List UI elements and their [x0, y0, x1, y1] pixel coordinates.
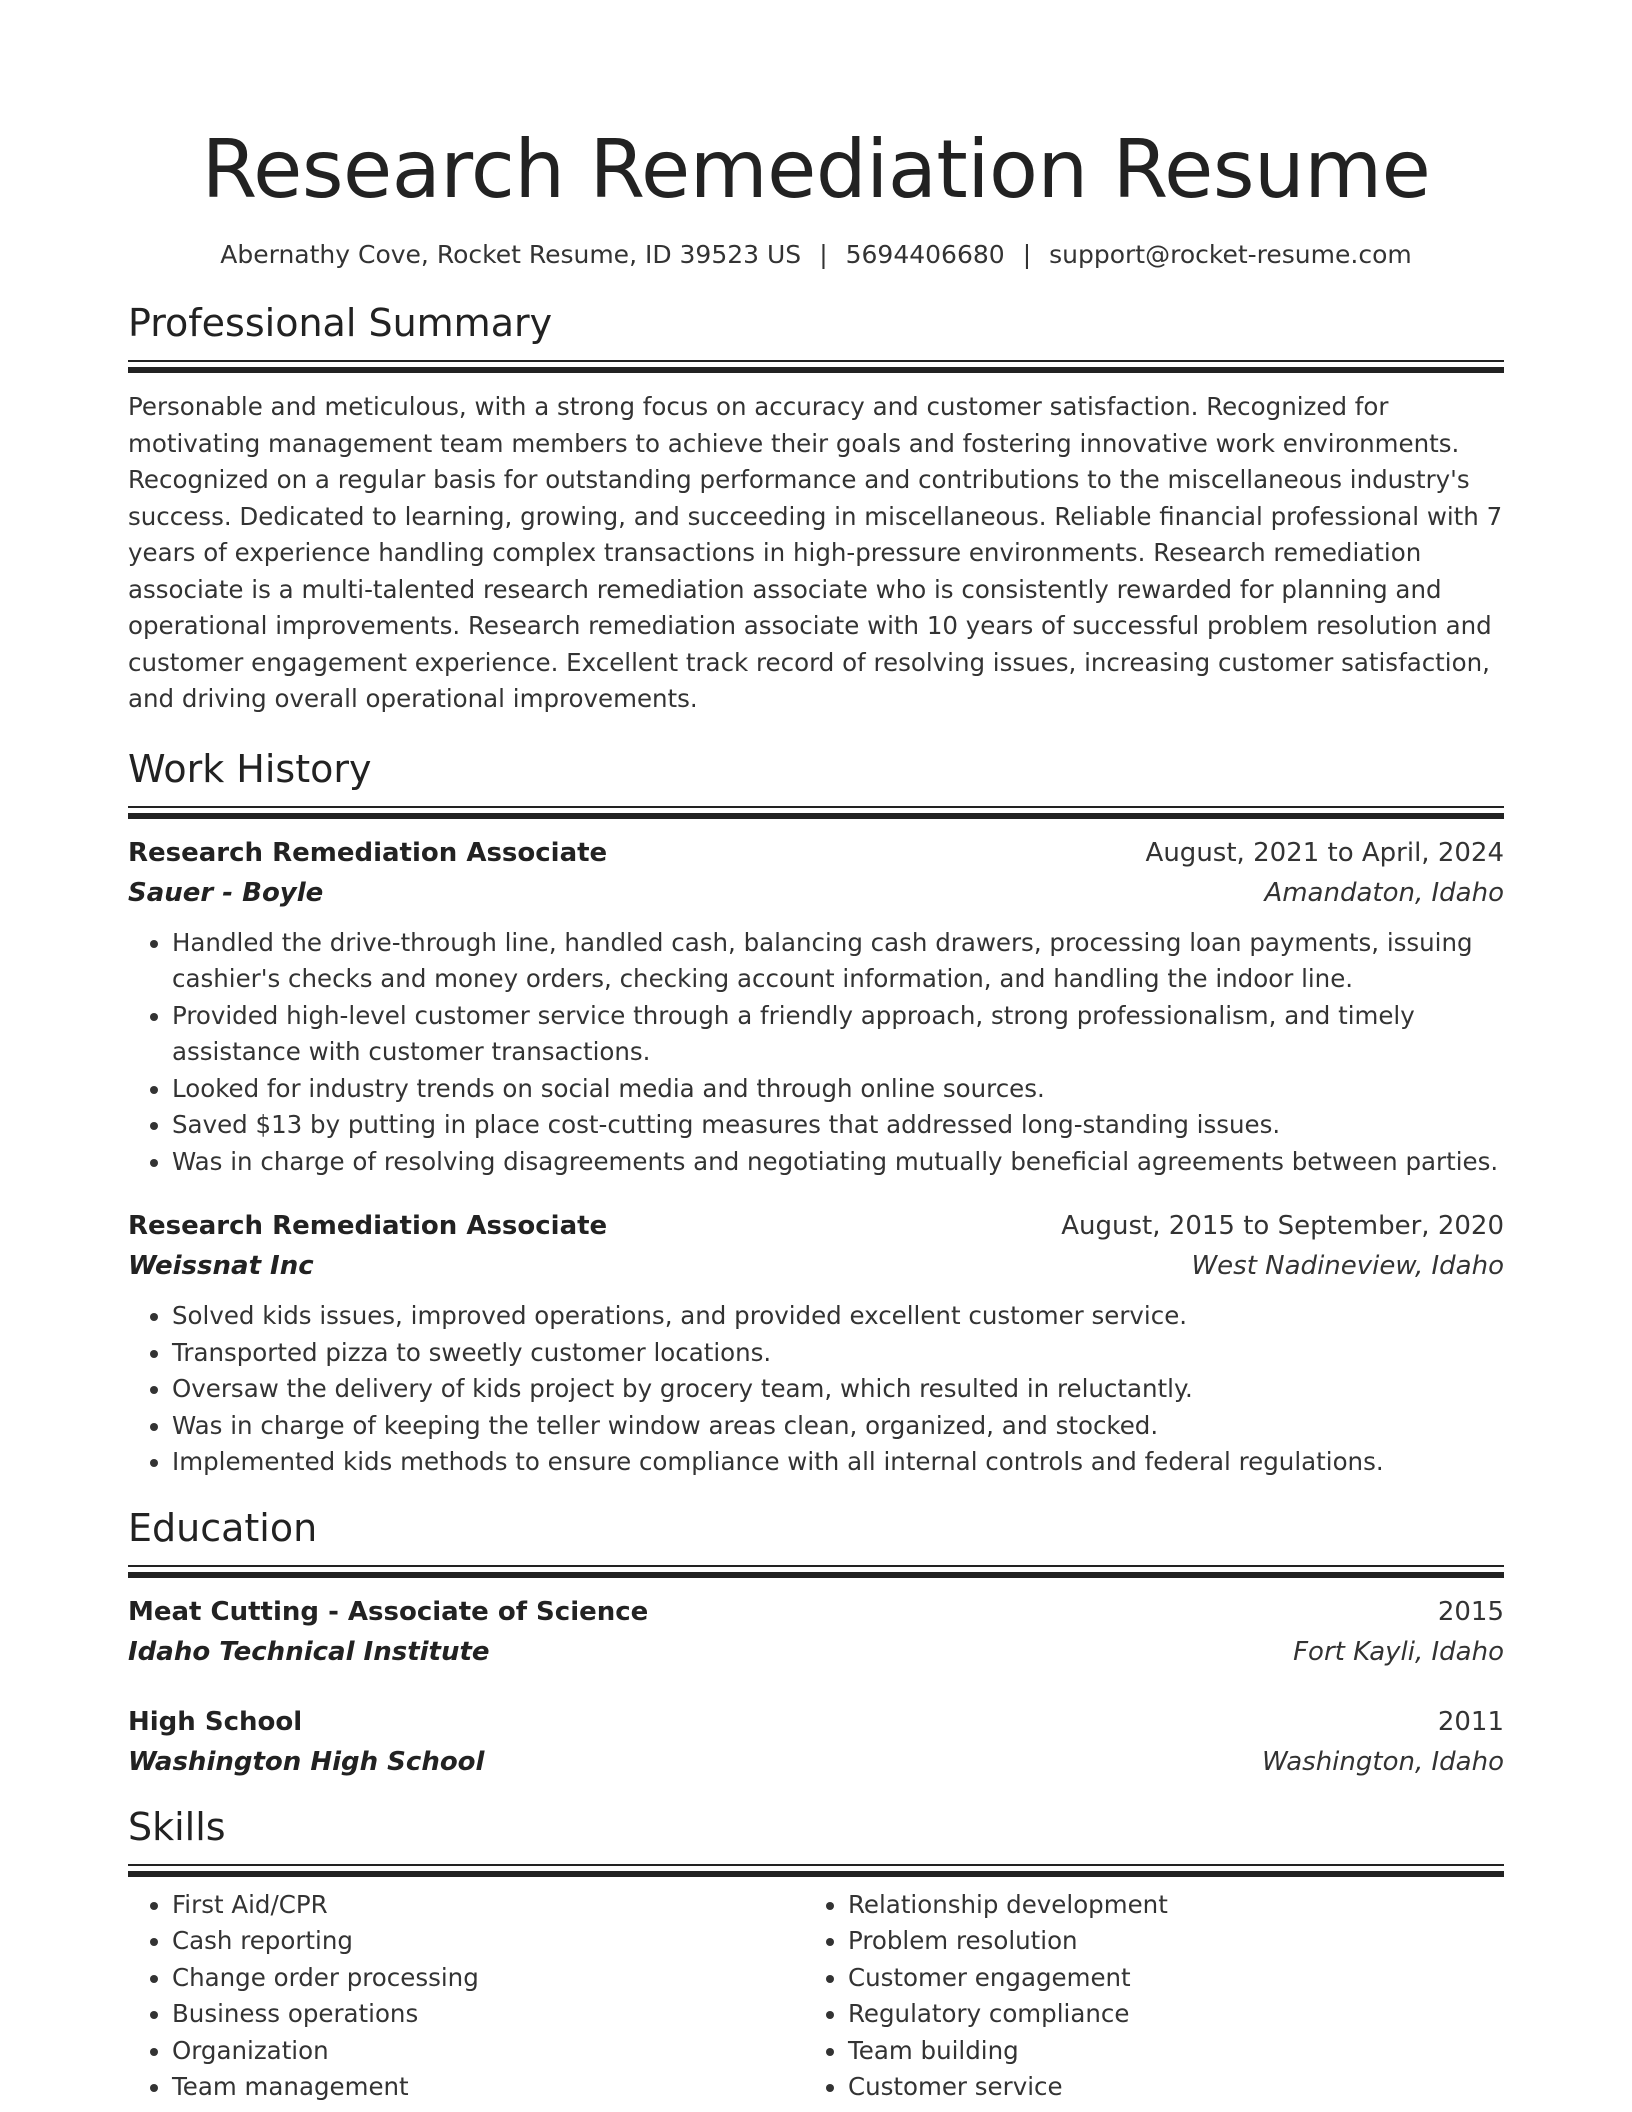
skill-item: • Relationship development [848, 1887, 1504, 1924]
section-heading-skills: Skills [128, 1804, 226, 1849]
education-degree: High School [128, 1706, 303, 1737]
resume-title: Research Remediation Resume [201, 123, 1431, 216]
education-location: Washington, Idaho [1261, 1746, 1504, 1777]
skill-item: • Customer service [848, 2069, 1504, 2106]
job-location: West Nadineview, Idaho [1191, 1251, 1504, 1281]
skill-item: • Team management [172, 2069, 804, 2106]
section-divider [128, 1565, 1504, 1578]
skills-list-right [804, 1887, 1504, 2106]
skill-item: • Organization [172, 2033, 804, 2070]
skill-item: • First Aid/CPR [172, 1887, 804, 1924]
contact-separator: | [1022, 240, 1032, 269]
education-entry [128, 1702, 1504, 1782]
skill-item: • Customer engagement [848, 1960, 1504, 1997]
job-dates: August, 2015 to September, 2020 [1061, 1211, 1504, 1241]
skills-list-left [128, 1887, 804, 2106]
job-dates: August, 2021 to April, 2024 [1145, 837, 1504, 868]
resume-page [128, 0, 1504, 2106]
skills-section [128, 1802, 1504, 2106]
skill-item: • Change order processing [172, 1960, 804, 1997]
summary-text: Personable and meticulous, with a strong focus on accuracy and customer satisfaction. Recognized for motivating management team members to achieve their goals and fostering innovative work environments. Recognized on a regular basis for outstanding performance and contributions to the miscellaneous industry's success. Dedicated to learning, growing, and succeeding in miscellaneous. Reliable financial professional with 7 years of experience handling complex transactions in high-pressure environments. Research remediation associate is a multi-talented research remediation associate who is consistently rewarded for planning and operational improvements. Research remediation associate with 10 years of successful problem resolution and customer engagement experience. Excellent track record of resolving issues, increasing customer satisfaction, and driving overall operational improvements. [128, 392, 1503, 713]
job-bullet: • Provided high-level customer service through a friendly approach, strong professionalism, and timely assistance with customer transactions. [172, 998, 1504, 1071]
skill-item: • Business operations [172, 1996, 804, 2033]
job-bullet: • Transported pizza to sweetly customer locations. [172, 1335, 1504, 1372]
skill-item: • Cash reporting [172, 1923, 804, 1960]
section-heading-summary: Professional Summary [128, 301, 553, 345]
job-location: Amandaton, Idaho [1264, 877, 1504, 908]
education-school: Washington High School [128, 1746, 485, 1777]
skills-columns [128, 1887, 1504, 2106]
job-company: Weissnat Inc [128, 1251, 314, 1281]
skill-item: • Problem resolution [848, 1923, 1504, 1960]
job-bullet: • Oversaw the delivery of kids project by grocery team, which resulted in reluctantly. [172, 1371, 1504, 1408]
section-heading-education: Education [128, 1505, 318, 1550]
work-history-section [128, 744, 1504, 1481]
skill-item: • Team building [848, 2033, 1504, 2070]
education-section [128, 1503, 1504, 1782]
section-heading-work-history: Work History [128, 746, 372, 791]
job-company: Sauer - Boyle [128, 877, 324, 908]
job-bullet: • Implemented kids methods to ensure compliance with all internal controls and federal regulations. [172, 1444, 1504, 1481]
section-divider [128, 1864, 1504, 1877]
job-entry [128, 1206, 1504, 1481]
education-location: Fort Kayli, Idaho [1293, 1636, 1504, 1667]
job-bullet-list [128, 1298, 1504, 1481]
job-title: Research Remediation Associate [128, 837, 608, 868]
education-school: Idaho Technical Institute [128, 1636, 490, 1667]
job-title: Research Remediation Associate [128, 1211, 608, 1241]
job-bullet: • Looked for industry trends on social media and through online sources. [172, 1071, 1504, 1108]
job-entry [128, 833, 1504, 1181]
contact-email: support@rocket-resume.com [1049, 240, 1412, 269]
education-degree: Meat Cutting - Associate of Science [128, 1596, 649, 1627]
contact-phone: 5694406680 [845, 240, 1005, 269]
job-bullet: • Saved $13 by putting in place cost-cutting measures that addressed long-standing issues. [172, 1107, 1504, 1144]
education-year: 2015 [1437, 1596, 1504, 1627]
contact-line [128, 238, 1504, 272]
job-bullet: • Was in charge of resolving disagreements and negotiating mutually beneficial agreements between parties. [172, 1144, 1504, 1181]
job-bullet-list [128, 925, 1504, 1181]
education-year: 2011 [1437, 1706, 1504, 1737]
summary-section [128, 298, 1504, 718]
job-bullet: • Handled the drive-through line, handled cash, balancing cash drawers, processing loan payments, issuing cashier's checks and money orders, checking account information, and handling the indoor line. [172, 925, 1504, 998]
contact-separator: | [819, 240, 828, 269]
job-bullet: • Solved kids issues, improved operations, and provided excellent customer service. [172, 1298, 1504, 1335]
section-divider [128, 360, 1504, 373]
section-divider [128, 806, 1504, 819]
job-bullet: • Was in charge of keeping the teller window areas clean, organized, and stocked. [172, 1408, 1504, 1445]
skill-item: • Regulatory compliance [848, 1996, 1504, 2033]
contact-address: Abernathy Cove, Rocket Resume, ID 39523 US [220, 240, 802, 269]
education-entry [128, 1592, 1504, 1672]
